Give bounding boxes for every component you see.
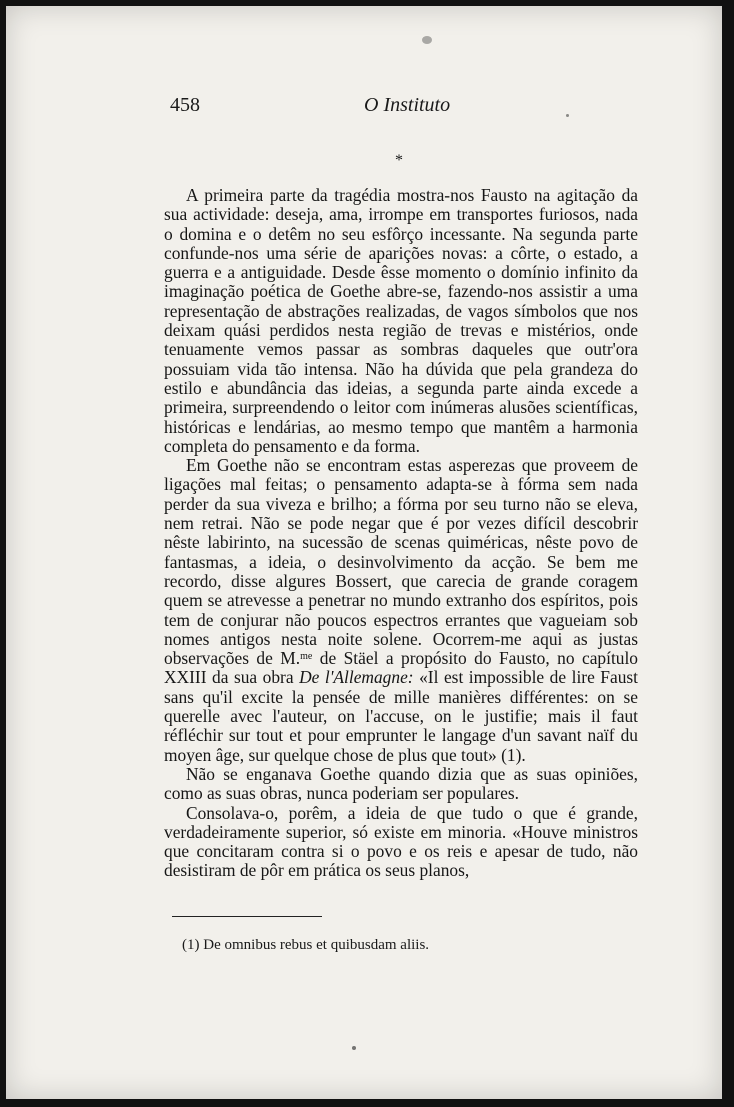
paragraph-1: A primeira parte da tragédia mostra-nos Fausto na agitação da sua actividade: deseja, ama, irrompe em transportes furiosos, nada o domina e o detêm no seu esfôrço incessante. Na segunda parte confunde-nos uma série de aparições novas: a côrte, o estado, a guerra e a antiguidade. Desde êsse momento o domínio infinito da imaginação poética de Goethe abre-se, fazendo-nos assistir a uma representação de abstrações realizadas, de vagos símbolos que nos deixam quási perdidos nesta região de trevas e mistérios, onde tenuamente vemos passar as sombras daqueles que outr'ora possuiam vida tão intensa. Não ha dúvida que pela grandeza do estilo e abundância das ideias, a segunda parte ainda excede a primeira, surpreendendo o leitor com inúmeras alusões scientíficas, históricas e lendárias, ao mesmo tempo que mantêm a harmonia completa do pensamento e da forma. — [164, 185, 638, 456]
paragraph-2-superscript: me — [300, 651, 313, 663]
paragraph-3: Não se enganava Goethe quando dizia que as suas opiniões, como as suas obras, nunca poderiam ser populares. — [164, 763, 638, 804]
running-title: O Instituto — [364, 94, 451, 116]
section-ornament: * — [395, 152, 403, 169]
footnote: (1) De omnibus rebus et quibusdam aliis. — [182, 937, 430, 953]
paragraph-2-text: Em Goethe não se encontram estas asperezas que proveem de ligações mal feitas; o pensamento adapta-se à fórma sem nada perder da sua viveza e brilho; a fórma por seu turno não se eleva, nem retrai. Não se pode negar que é por vezes difícil descobrir nêste labirinto, na sucessão de scenas quiméricas, nêste povo de fantasmas, a ideia, o desinvolvimento da acção. Se bem me recordo, disse algures Bossert, que carecia de grande coragem quem se atrevesse a penetrar no mundo extranho dos espíritos, pois tem de conjurar não poucos espectros errantes que vagueiam sob nomes antigos nesta noite solene. Ocorrem-me aqui as justas observações de M. — [164, 455, 638, 669]
body-text — [164, 186, 638, 881]
book-page — [6, 6, 722, 1099]
page-header — [170, 94, 650, 122]
page-number: 458 — [170, 94, 200, 116]
footnote-rule — [172, 916, 322, 917]
scan-speck — [422, 36, 432, 44]
scan-speck — [566, 114, 569, 117]
scan-speck — [352, 1046, 356, 1050]
paragraph-2 — [164, 456, 638, 765]
book-title: De l'Allemagne: — [299, 667, 414, 688]
paragraph-4: Consolava-o, porêm, a ideia de que tudo o que é grande, verdadeiramente superior, só existe em minoria. «Houve ministros que concitaram contra si o povo e os reis e apesar de tudo, não desistiram de pôr em prática os seus planos, — [164, 802, 638, 881]
paragraph-2-quote: «Il est impossible de lire Faust sans qu'il excite la pensée de mille manières différentes: on se querelle avec l'auteur, on l'accuse, on le justifie; mais il faut réfléchir sur tout et pour emprunter le langage d'un savant naïf du moyen âge, sur quelque chose de plus que tout» (1). — [164, 667, 638, 765]
paragraph-2-continuation: de Stäel a propósito do Fausto, no capítulo XXIII da sua obra — [164, 648, 639, 688]
